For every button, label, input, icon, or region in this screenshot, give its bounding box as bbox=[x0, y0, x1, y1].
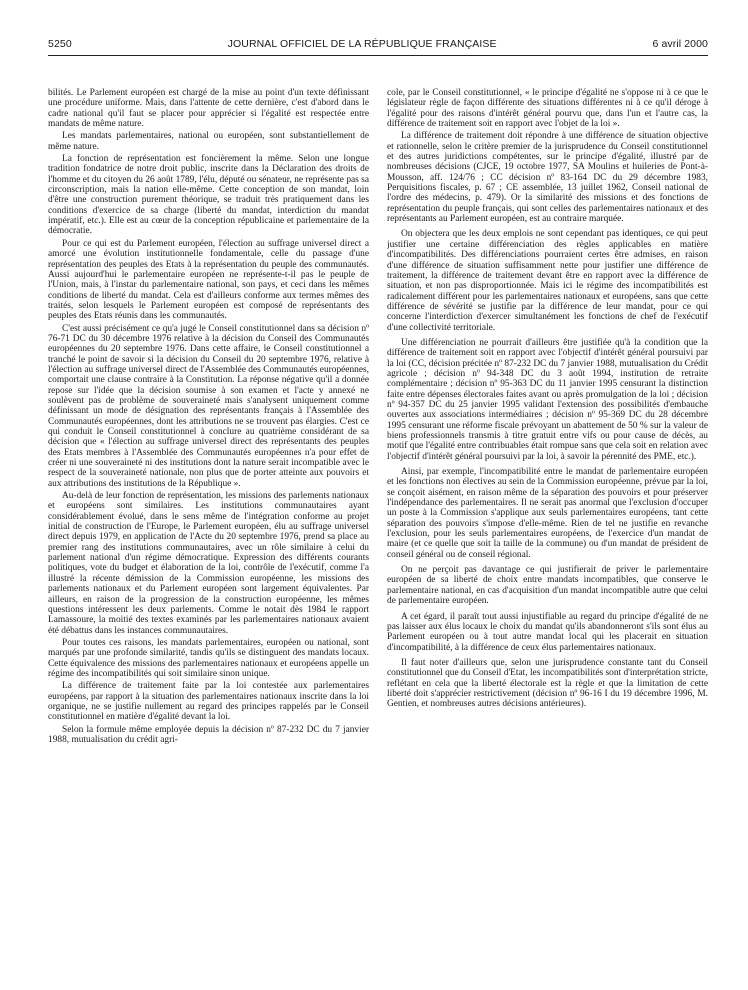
paragraph: Les mandats parlementaires, national ou européen, sont substantiellement de même nature. bbox=[48, 131, 369, 152]
paragraph: La différence de traitement faite par la loi contestée aux parlementaires européens, par rapport à la situation des parlementaires nationaux inscrite dans la loi organique, ne se justifie nullement au regard des principes rappelés par le Conseil constitutionnel en matière d'égalité devant la loi. bbox=[48, 681, 369, 723]
paragraph: On ne perçoit pas davantage ce qui justifierait de priver le parlementaire européen de sa liberté de choix entre mandats incompatibles, que conserve le parlementaire national, en cas d'acquisition d'un mandat incompatible autre que celui de parlementaire européen. bbox=[387, 565, 708, 607]
paragraph: La fonction de représentation est foncièrement la même. Selon une longue tradition fondatrice de notre droit public, inscrite dans la Déclaration des droits de l'homme et du citoyen du 26 août 1789, l'élu, député ou sénateur, ne représente pas sa circonscription, mais la nation elle-même. Cette conception de son mandat, loin d'être une construction purement théorique, se traduit très pratiquement dans les conditions d'exercice de sa charge (liberté du mandat, interdiction du mandat impératif, etc.). Elle est au cœur de la conception républicaine et parlementaire de la démocratie. bbox=[48, 154, 369, 237]
paragraph: Ainsi, par exemple, l'incompatibilité entre le mandat de parlementaire européen et les fonctions non électives au sein de la Commission européenne, prévue par la loi, se conçoit aisément, en raison même de la séparation des pouvoirs et pour préserver l'indépendance des parlementaires. Il ne serait pas anormal que l'exclusion d'occuper un poste à la Commission s'applique aux seuls parlementaires européens, tant cette séparation des pouvoirs s'impose d'elle-même. Rien de tel ne justifie en revanche l'exclusion, pour les seuls parlementaires européens, de l'exercice d'un mandat de maire (et ce quelle que soit la taille de la commune) ou d'un mandat de président de conseil général ou de conseil régional. bbox=[387, 467, 708, 560]
paragraph: Selon la formule même employée depuis la décision nº 87-232 DC du 7 janvier 1988, mutualisation du crédit agri- bbox=[48, 724, 369, 745]
paragraph: On objectera que les deux emplois ne sont cependant pas identiques, ce qui peut justifier une certaine différenciation des règles applicables en matière d'incompatibilités. Des différenciations pourraient certes être admises, en raison d'une différence de situation suffisamment nette pour justifier une différence de traitement, la différence de traitement devant être en rapport avec la différence de situation, et non pas disproportionnée. Mais ici le régime des incompatibilités est radicalement différent pour les parlementaires nationaux et européens, sans que cette différence de sévérité se justifie par la différence de leur mandat, pour ce qui concerne l'interdiction d'exercer simultanément les fonctions de chef de l'exécutif d'une collectivité territoriale. bbox=[387, 229, 708, 333]
text-columns bbox=[48, 88, 708, 978]
paragraph: A cet égard, il paraît tout aussi injustifiable au regard du principe d'égalité de ne pas laisser aux élus locaux le choix du mandat qu'ils abandonneront s'ils sont élus au Parlement européen ou à tout autre mandat local qui les placerait en situation d'incompatibilité, à la différence de ceux élus parlementaires nationaux. bbox=[387, 611, 708, 653]
left-column bbox=[48, 88, 369, 978]
paragraph: cole, par le Conseil constitutionnel, « le principe d'égalité ne s'oppose ni à ce que le législateur règle de façon différente des situations différentes ni à ce qu'il déroge à l'égalité pour des raisons d'intérêt général pourvu que, dans l'un et l'autre cas, la différence de traitement soit en rapport avec l'objet de la loi ». bbox=[387, 88, 708, 130]
paragraph: Une différenciation ne pourrait d'ailleurs être justifiée qu'à la condition que la différence de traitement soit en rapport avec l'objectif d'intérêt général poursuivi par la loi (CC, décision précitée nº 87-232 DC du 7 janvier 1988, mutualisation du Crédit agricole ; décision nº 94-348 DC du 3 août 1994, institution de retraite complémentaire ; décision nº 95-363 DC du 11 janvier 1995 censurant la distinction faite entre dépenses électorales faites avant ou après promulgation de la loi ; décision nº 94-357 DC du 25 janvier 1995 validant l'extension des possibilités d'embauche ouvertes aux associations intermédiaires ; décision nº 95-369 DC du 28 décembre 1995 censurant une réforme fiscale prévoyant un abattement de 50 % sur la valeur de biens professionnels transmis à titre gratuit entre vifs ou pour cause de décès, au motif que l'égalité entre contribuables était rompue sans que cela soit en relation avec l'objectif d'intérêt général poursuivi par la loi, à savoir la pérennité des PME, etc.). bbox=[387, 337, 708, 462]
paragraph: Il faut noter d'ailleurs que, selon une jurisprudence constante tant du Conseil constitutionnel que du Conseil d'Etat, les incompatibilités sont d'interprétation stricte, reflétant en cela que la liberté électorale est la règle et que la limitation de cette liberté doit s'apprécier restrictivement (décision nº 96-16 I du 19 décembre 1996, M. Gentien, et nombreuses autres décisions antérieures). bbox=[387, 657, 708, 710]
paragraph: La différence de traitement doit répondre à une différence de situation objective et rationnelle, selon le critère premier de la jurisprudence du Conseil constitutionnel et des autres juridictions compétentes, sur le principe d'égalité, illustré par de nombreuses décisions (CJCE, 19 octobre 1977, SA Moulins et huileries de Pont-à-Mousson, aff. 124/76 ; CC décision nº 83-164 DC du 29 décembre 1983, Perquisitions fiscales, p. 67 ; CE assemblée, 13 juillet 1962, Conseil national de l'ordre des médecins, p. 479). Or la similarité des missions et des fonctions de représentation du peuple français, qui sont celles des parlementaires nationaux et des représentants au Parlement européen, est au contraire marquée. bbox=[387, 131, 708, 225]
paragraph: Au-delà de leur fonction de représentation, les missions des parlements nationaux et européens sont similaires. Les institutions communautaires ayant considérablement évolué, dans le sens même de l'intégration conforme au projet initial de construction de l'Europe, le Parlement européen, élu au suffrage universel direct depuis 1979, en application de l'Acte du 20 septembre 1976, prend sa place au premier rang des institutions communautaires, avec un rôle similaire à celui du parlement national d'un régime démocratique. Expression des différents courants politiques, vote du budget et élaboration de la loi, contrôle de l'exécutif, comme l'a illustré la récente démission de la Commission européenne, les missions des parlements nationaux et du Parlement européen sont largement équivalentes. Par ailleurs, en raison de la progression de la construction européenne, les mêmes questions intéressent les deux parlements. Comme le notait dès 1984 le rapport Lamassoure, la moitié des textes examinés par les parlementaires nationaux avaient été débattus dans les instances communautaires. bbox=[48, 491, 369, 636]
page-number: 5250 bbox=[48, 38, 72, 50]
paragraph: Pour toutes ces raisons, les mandats parlementaires, européen ou national, sont marqués par une profonde similarité, tandis qu'ils se distinguent des mandats locaux. Cette équivalence des missions des parlementaires nationaux et européens appelle un régime des incompatibilités qui soit similaire sinon unique. bbox=[48, 637, 369, 679]
header-rule bbox=[48, 55, 708, 56]
paragraph: bilités. Le Parlement européen est chargé de la mise au point d'un texte définissant une procédure uniforme. Mais, dans l'attente de cette dernière, c'est d'abord dans le cadre national qu'il faut se placer pour apprécier si l'égalité est respectée entre mandats de même nature. bbox=[48, 88, 369, 130]
paragraph: C'est aussi précisément ce qu'a jugé le Conseil constitutionnel dans sa décision nº 76-71 DC du 30 décembre 1976 relative à la décision du Conseil des Communautés européennes du 20 septembre 1976. Dans cette affaire, le Conseil constitutionnel a tranché le point de savoir si la décision du Conseil du 20 septembre 1976, relative à l'élection au suffrage universel direct de l'Assemblée des Communautés européennes, comportait une clause contraire à la Constitution. La réponse négative qu'il a donnée repose sur l'idée que la décision soumise à son examen et l'acte y annexé ne soulèvent pas de problème de souveraineté mais s'analysent uniquement comme définissant un mode de désignation des représentants français à l'Assemblée des Communautés européennes, dont les attributions ne se trouvent pas élargies. C'est ce qui conduit le Conseil constitutionnel à conclure au quatrième considérant de sa décision que « l'élection au suffrage universel direct des représentants des peuples des Etats membres à l'Assemblée des Communautés européennes n'a pour effet de créer ni une souveraineté ni des institutions dont la nature serait incompatible avec le respect de la souveraineté nationale, non plus que de porter atteinte aux pouvoirs et aux attributions des institutions de la République ». bbox=[48, 323, 369, 489]
page-header bbox=[48, 38, 708, 50]
paragraph: Pour ce qui est du Parlement européen, l'élection au suffrage universel direct a amorcé une évolution institutionnelle fondamentale, celle du passage d'une représentation des peuples des Etats à la représentation du peuple des communautés. Aussi aujourd'hui le parlementaire européen ne représente-t-il pas le peuple de l'Union, mais, à l'instar du parlementaire national, son pays, et ceci dans les mêmes conditions de liberté du mandat. Cela est d'ailleurs conforme aux termes mêmes des traités, selon lesquels le Parlement européen est composé de représentants des peuples des Etats réunis dans les communautés. bbox=[48, 238, 369, 322]
journal-title: JOURNAL OFFICIEL DE LA RÉPUBLIQUE FRANÇAISE bbox=[227, 38, 497, 50]
publication-date: 6 avril 2000 bbox=[652, 38, 708, 50]
right-column bbox=[387, 88, 708, 978]
